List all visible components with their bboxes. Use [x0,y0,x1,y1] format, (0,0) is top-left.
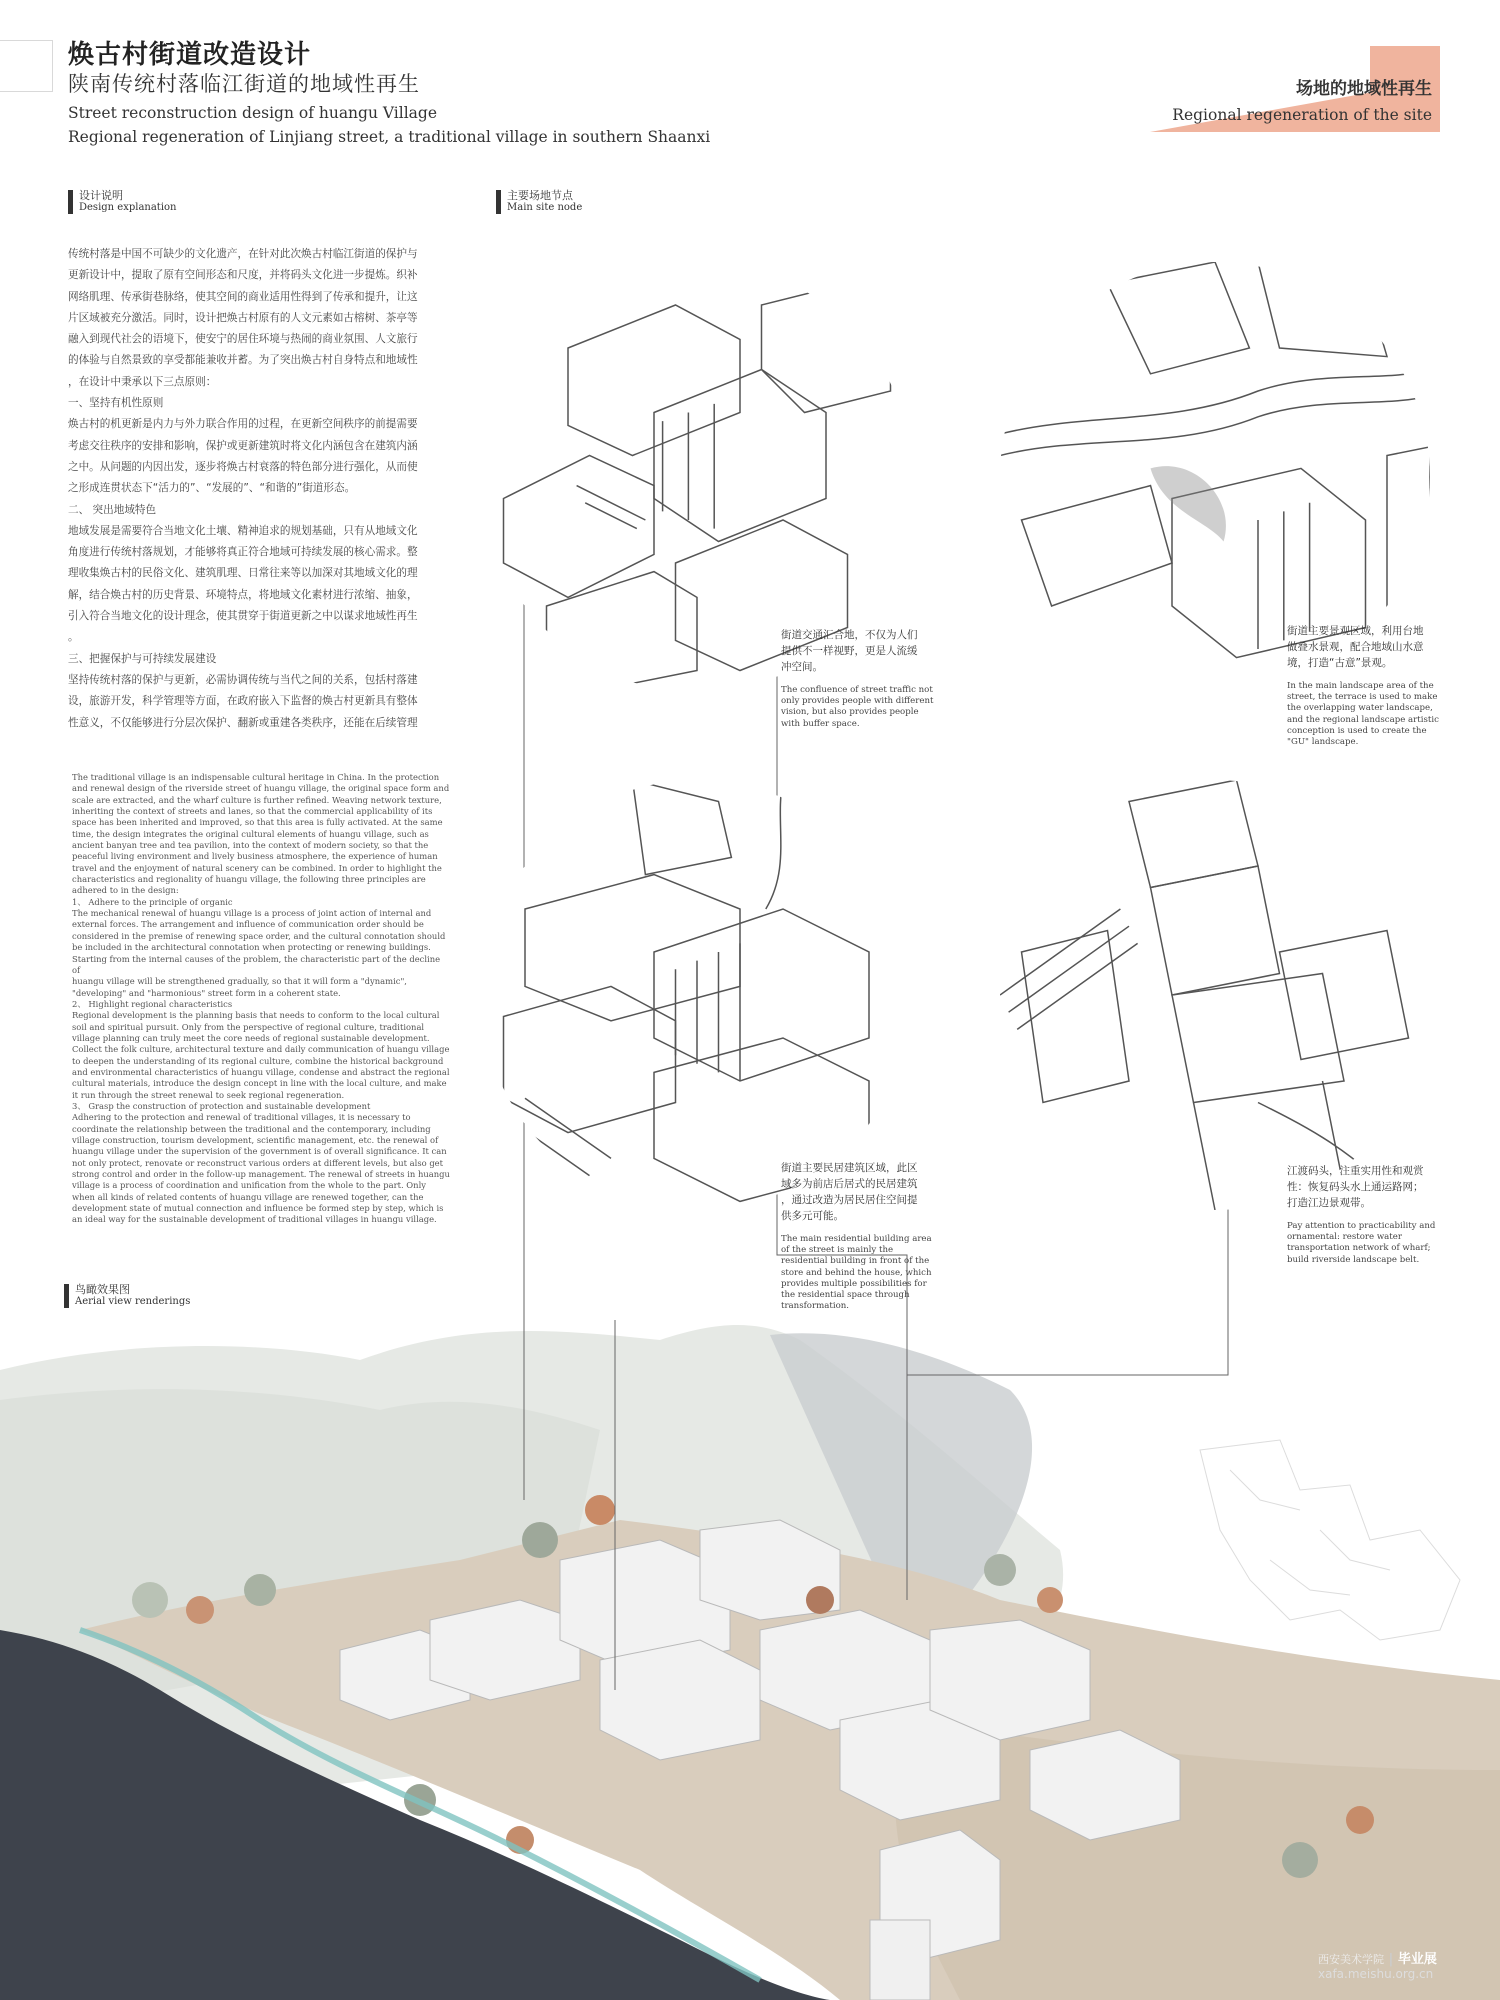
node-circle-3 [482,780,912,1210]
text-line: considered in the premise of renewing space order, and the cultural connotation should [72,930,446,941]
school-name: 西安美术学院 [1318,1953,1384,1966]
text-line: space has been inherited and improved, so that this area is fully activated. At the same [72,817,443,828]
caption-en-line: conception is used to create the [1287,725,1427,736]
caption-en-line: provides multiple possibilities for [781,1278,927,1289]
caption-cn-line: 提供不一样视野，更是人流缓 [781,645,918,657]
text-line: characteristics and regionality of huangu village, the following three principles are [72,874,426,885]
text-line: ancient banyan tree and tea pavilion, into the context of modern society, so that the [72,840,429,851]
text-line: be included in the architectural connotation when protecting or renewing buildings. [72,942,431,953]
caption-en-line: street, the terrace is used to make [1287,692,1438,703]
text-line: 传统村落是中国不可缺少的文化遗产，在针对此次焕古村临江街道的保护与 [68,248,418,260]
page-subtitle-en: Regional regeneration of Linjiang street, a traditional village in southern Shaanxi [68,128,711,146]
text-line: scale are extracted, and the wharf culture is further refined. Weaving network texture, [72,794,442,805]
footer-url: xafa.meishu.org.cn [1318,1967,1434,1981]
text-line: "developing" and "harmonious" street form in a coherent state. [72,987,341,998]
node-caption-3 [781,1160,941,1312]
caption-en-line: In the main landscape area of the [1287,681,1434,691]
text-line: 之形成连贯状态下“活力的”、“发展的”、“和谐的”街道形态。 [68,482,356,495]
page-title-en: Street reconstruction design of huangu Village [68,104,438,122]
caption-cn-line: 供多元可能。 [781,1210,844,1222]
nodes-heading-en: Main site node [507,202,583,213]
text-line: 焕古村的机更新是内力与外力联合作用的过程，在更新空间秩序的前提需要 [68,418,418,431]
caption-cn-line: 街道主要景观区域，利用台地 [1287,625,1424,637]
text-line: Collect the folk culture, architectural texture and daily communication of huangu village [72,1044,450,1055]
text-line: ，在设计中秉承以下三点原则： [68,375,217,388]
text-line: 设，旅游开发，科学管理等方面，在政府嵌入下监督的焕古村更新具有整体 [68,695,418,708]
exhibition-label: 毕业展 [1397,1952,1437,1967]
text-line: 片区域被充分激活。同时，设计把焕古村原有的人文元素如古榕树、茶亭等 [68,311,418,324]
caption-en-line: Pay attention to practicability and [1287,1221,1436,1231]
text-line: and environmental characteristics of huangu village, condense and abstract the regional [72,1066,450,1077]
text-line: 一、坚持有机性原则 [68,397,164,410]
caption-cn-line: 打造江边景观带。 [1287,1197,1371,1209]
text-line: 2、 Highlight regional characteristics [72,998,233,1009]
caption-cn-line: 街道主要民居建筑区域，此区 [781,1162,918,1174]
caption-en-line: store and behind the house, which [781,1267,932,1278]
caption-cn-line: 街道交通汇合地，不仅为人们 [781,629,918,641]
text-line: it run through the street renewal to seek regional regeneration. [72,1089,345,1100]
badge-title: 场地的地域性再生 [1296,79,1432,99]
text-line: huangu village will be strengthened gradually, so that it will form a "dynamic", [72,976,407,987]
caption-en-line: only provides people with different [781,696,934,707]
text-line: external forces. The arrangement and influence of communication order should be [72,919,424,930]
text-line: 1、 Adhere to the principle of organic [72,896,233,907]
text-line: cultural materials, introduce the design concept in line with the local culture, and make [72,1078,447,1089]
text-line: Adhering to the protection and renewal of traditional villages, it is necessary to [72,1112,411,1123]
text-line: development state of mutual connection and influence be formed step by step, which is [72,1203,444,1214]
text-line: 二、 突出地域特色 [68,503,157,516]
nodes-heading-cn: 主要场地节点 [507,189,573,202]
text-line: 解，结合焕古村的历史背景、环境特点，将地域文化素材进行浓缩、抽象， [68,588,418,601]
badge-subtitle: Regional regeneration of the site [1172,106,1432,124]
text-line: 3、 Grasp the construction of protection and sustainable development [72,1100,371,1111]
caption-cn-line: 域多为前店后居式的民居建筑 [781,1178,918,1190]
text-line: coordinate the relationship between the traditional and the contemporary, including [72,1123,431,1134]
text-line: 理收集焕古村的民俗文化、建筑肌理、日常往来等以加深对其地域文化的理 [68,567,418,580]
design-heading-cn: 设计说明 [79,189,123,202]
caption-cn-line: 江渡码头，注重实用性和观赏 [1287,1165,1424,1177]
caption-cn-line: 性：恢复码头水上通运路网； [1287,1181,1424,1193]
design-heading-en: Design explanation [79,202,177,213]
text-line: 更新设计中，提取了原有空间形态和尺度，并将码头文化进一步提炼。织补 [68,269,418,282]
text-line: not only protect, renovate or reconstruct various orders at different levels, but also get [72,1157,443,1168]
caption-en-line: vision, but also provides people [781,707,919,718]
text-line: travel and the enjoyment of natural scenery can be combined. In order to highlight the [72,862,442,873]
text-line: Starting from the internal causes of the problem, the characteristic part of the decline of [72,953,441,975]
text-line: 性意义，不仅能够进行分层次保护、翻新或重建各类秩序，还能在后续管理 [68,716,418,729]
text-line: 地域发展是需要符合当地文化土壤、精神追求的规划基础，只有从地域文化 [68,524,418,537]
node-caption-2 [1287,623,1457,748]
text-line: village is a process of coordination and unification from the whole to the part. Only [72,1180,426,1191]
aerial-heading-en: Aerial view renderings [75,1296,191,1307]
text-line: Regional development is the planning basis that needs to conform to the local cultural [72,1010,440,1021]
caption-en-line: transformation. [781,1301,850,1312]
page-title: 焕古村街道改造设计 [68,40,312,70]
caption-en-line: build riverside landscape belt. [1287,1254,1420,1265]
node-circle-4 [1000,780,1430,1210]
text-line: to deepen the understanding of its regional culture, combine the historical background [72,1055,444,1066]
caption-cn-line: ，通过改造为居民居住空间提 [781,1194,918,1206]
text-line: an ideal way for the sustainable development of traditional villages in huangu village. [72,1214,437,1225]
text-line: 角度进行传统村落规划，才能够将真正符合地域可持续发展的核心需求。整 [68,546,418,559]
text-line: 坚持传统村落的保护与更新，必需协调传统与当代之间的关系，包括村落建 [68,673,418,686]
caption-cn-line: 做叠水景观，配合地域山水意 [1287,641,1424,653]
text-line: and renewal design of the riverside street of huangu village, the original space form and [72,783,450,794]
text-line: 考虑交往秩序的安排和影响，保护或更新建筑时将文化内涵包含在建筑内涵 [68,439,418,452]
text-line: 网络肌理、传承街巷脉络，使其空间的商业适用性得到了传承和提升，让这 [68,290,418,303]
text-line: 。 [68,631,79,644]
text-line: when all kinds of related contents of huangu village are renewed together, can the [72,1191,424,1202]
caption-en-line: the overlapping water landscape, [1287,703,1433,714]
caption-en-line: The confluence of street traffic not [781,685,933,695]
text-line: 的体验与自然景致的享受都能兼收并蓄。为了突出焕古村自身特点和地域性 [68,354,418,367]
text-line: 三、把握保护与可持续发展建设 [68,652,217,665]
node-caption-1 [781,627,941,730]
node-sketch-4 [1000,780,1430,1210]
caption-en-line: the residential space through [781,1290,910,1301]
text-line: time, the design integrates the original cultural elements of huangu village, such as [72,828,429,839]
aerial-heading-cn: 鸟瞰效果图 [75,1283,130,1296]
caption-en-line: transportation network of wharf; [1287,1243,1431,1254]
text-line: 引入符合当地文化的设计理念，使其贯穿于街道更新之中以谋求地域性再生 [68,610,418,623]
caption-en-line: residential building in front of the [781,1256,930,1267]
text-line: 融入到现代社会的语境下，使安宁的居住环境与热闹的商业氛围、人文旅行 [68,333,418,346]
footer-logo: 西安美术学院 | 毕业展 [1318,1952,1437,1967]
page-subtitle: 陕南传统村落临江街道的地域性再生 [68,72,420,96]
caption-cn-line: 境，打造“古意”景观。 [1287,657,1393,669]
caption-en-line: and the regional landscape artistic [1287,714,1439,725]
text-line: The mechanical renewal of huangu village is a process of joint action of internal and [72,908,432,919]
node-sketch-3 [482,780,912,1210]
caption-en-line: The main residential building area [781,1234,932,1244]
text-line: The traditional village is an indispensable cultural heritage in China. In the protection [72,772,440,782]
caption-en-line: "GU" landscape. [1287,737,1359,748]
caption-en-line: of the street is mainly the [781,1245,894,1256]
caption-en-line: ornamental: restore water [1287,1232,1402,1243]
text-line: peaceful living environment and lively business atmosphere, the experience of human [72,851,438,862]
text-line: strong control and order in the follow-up management. The renewal of streets in huangu [72,1169,450,1180]
text-line: soil and spiritual pursuit. Only from the perspective of regional culture, traditional [72,1021,425,1032]
caption-en-line: with buffer space. [781,718,860,729]
node-caption-4 [1287,1163,1457,1266]
text-line: village planning can truly meet the core needs of regional sustainable development. [72,1032,430,1043]
caption-cn-line: 冲空间。 [781,661,823,673]
text-line: huangu village under the supervision of the government is of overall significance. It can [72,1146,447,1157]
text-line: village construction, tourism development, scientific management, etc. the renewal of [72,1135,439,1145]
text-line: 之中。从问题的内因出发，逐步将焕古村衰落的特色部分进行强化，从而使 [68,460,418,473]
text-line: adhered to in the design: [72,885,179,896]
text-line: inheriting the context of streets and lanes, so that the commercial applicability of its [72,806,433,817]
